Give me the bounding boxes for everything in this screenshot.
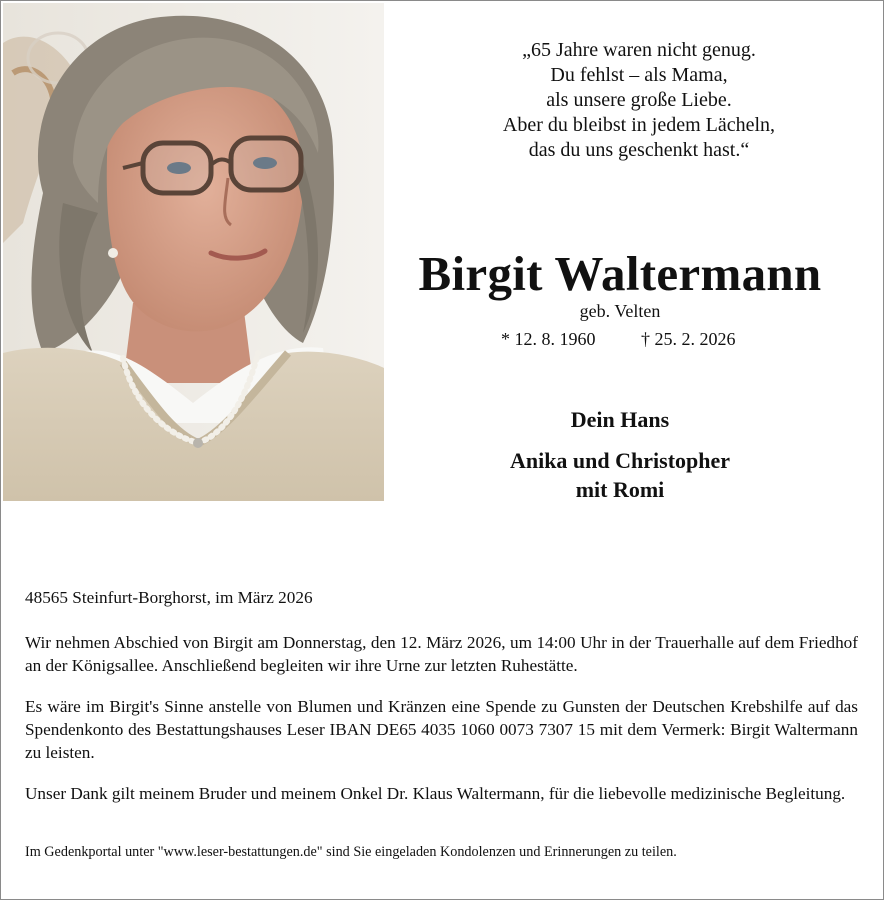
quote-line: das du uns geschenkt hast.“ <box>528 139 750 161</box>
thanks-paragraph: Unser Dank gilt meinem Bruder und meinem Onkel Dr. Klaus Waltermann, für die liebevolle medizinische Begleitung. <box>25 784 846 803</box>
life-dates <box>404 328 836 350</box>
funeral-info-paragraph: Wir nehmen Abschied von Birgit am Donnerstag, den 12. März 2026, um 14:00 Uhr in der Trauerhalle auf dem Friedhof an der Königsallee. Anschließend begleiten wir ihre Urne zur letzten Ruhestätte. <box>25 633 858 675</box>
quote-line: „65 Jahre waren nicht genug. <box>522 39 756 61</box>
maiden-name: geb. Velten <box>579 301 661 321</box>
family-line: Dein Hans <box>570 407 670 432</box>
memorial-portal-note: Im Gedenkportal unter "www.leser-bestattungen.de" sind Sie eingeladen Kondolenzen und Erinnerungen zu teilen. <box>25 844 677 860</box>
quote-line: Du fehlst – als Mama, <box>550 64 728 86</box>
deceased-name: Birgit Waltermann <box>418 246 822 301</box>
place-date: 48565 Steinfurt-Borghorst, im März 2026 <box>25 588 313 607</box>
portrait-photo <box>3 3 384 501</box>
memorial-quote <box>404 38 874 163</box>
quote-line: Aber du bleibst in jedem Lächeln, <box>502 114 776 136</box>
family-line: Anika und Christopher <box>509 448 731 473</box>
birth-date: * 12. 8. 1960 <box>501 329 596 349</box>
family-line: mit Romi <box>575 477 665 502</box>
donation-paragraph: Es wäre im Birgit's Sinne anstelle von Blumen und Kränzen eine Spende zu Gunsten der Deutschen Krebshilfe auf das Spendenkonto des Bestattungshauses Leser IBAN DE65 4035 1060 0073 7307 15 mit dem Vermerk: Birgit Waltermann zu leisten. <box>25 697 858 762</box>
quote-line: als unsere große Liebe. <box>546 89 732 111</box>
death-date: † 25. 2. 2026 <box>641 329 736 349</box>
